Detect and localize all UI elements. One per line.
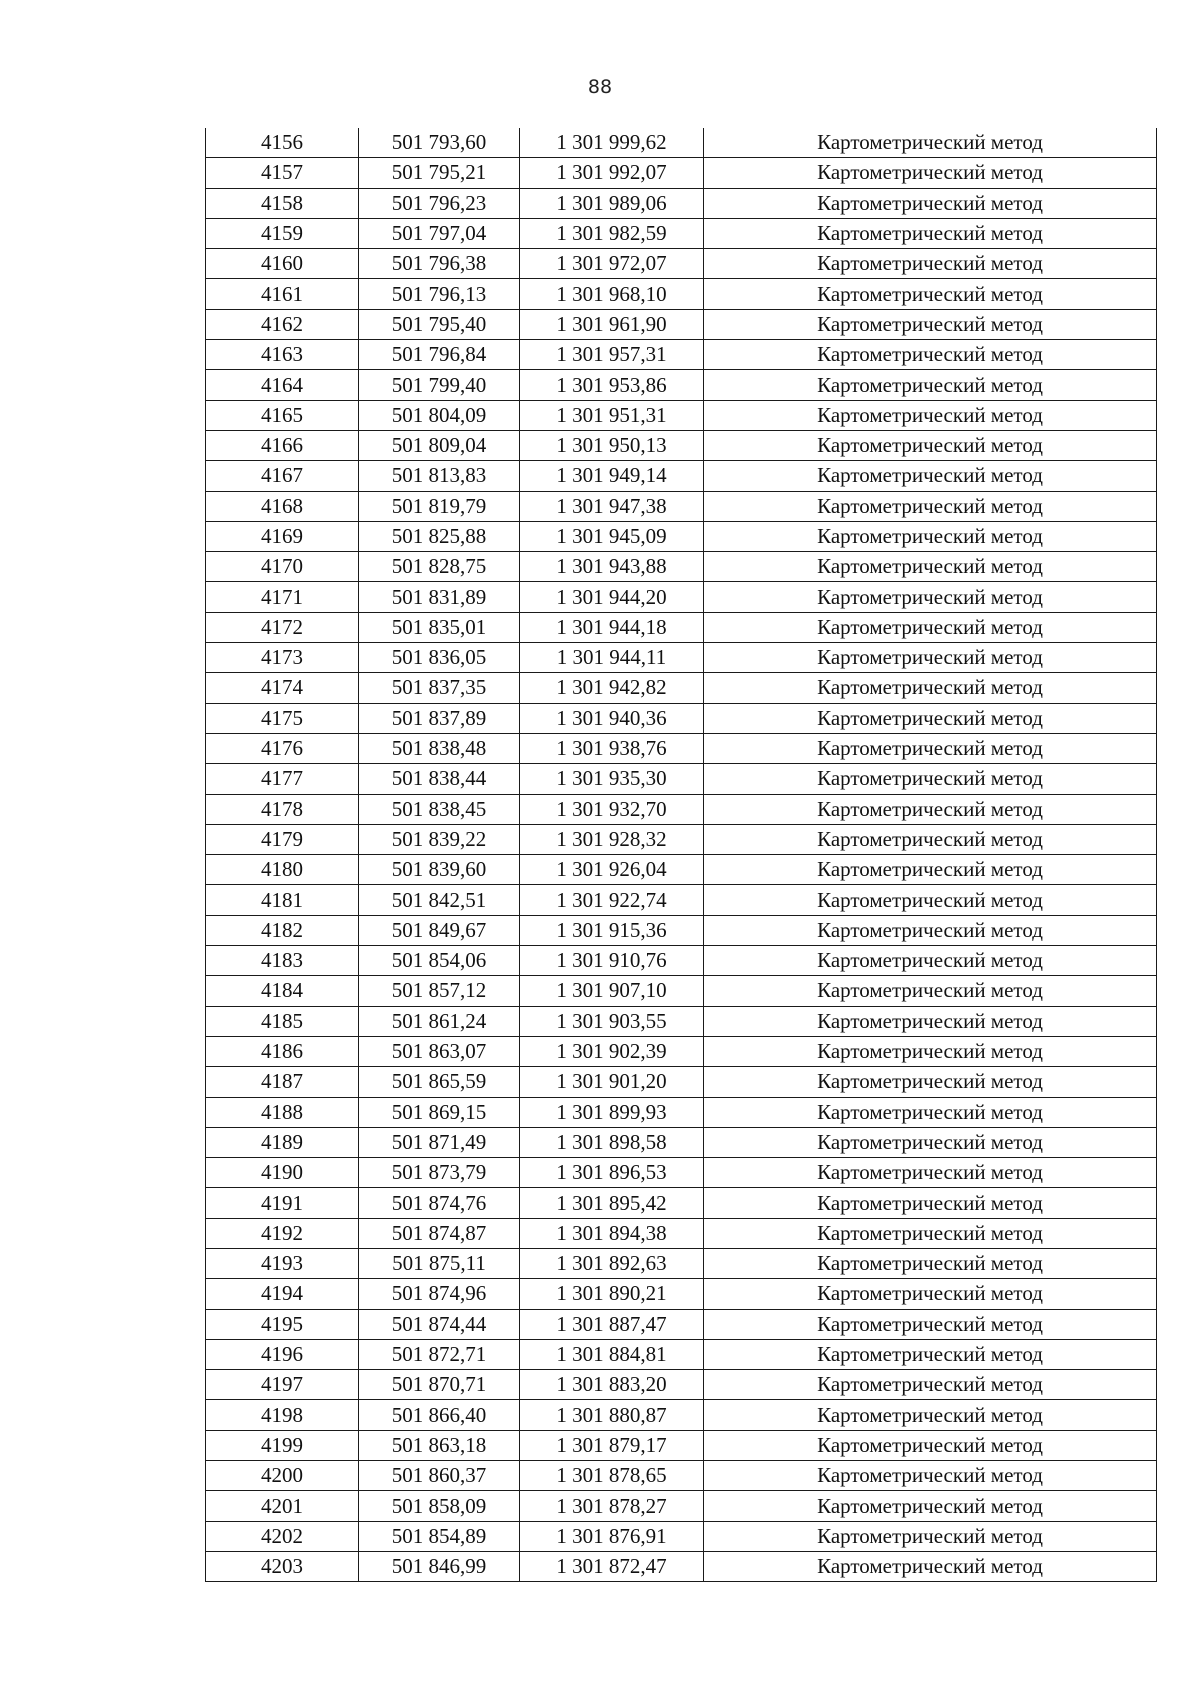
x-coordinate-cell: 501 869,15 [359,1097,520,1127]
x-coordinate-cell: 501 866,40 [359,1400,520,1430]
point-number-cell: 4195 [206,1309,359,1339]
method-cell: Картометрический метод [704,370,1157,400]
table-row [206,461,1157,491]
x-coordinate-cell: 501 870,71 [359,1370,520,1400]
method-cell: Картометрический метод [704,249,1157,279]
method-cell: Картометрический метод [704,915,1157,945]
method-cell: Картометрический метод [704,1127,1157,1157]
method-cell: Картометрический метод [704,1279,1157,1309]
x-coordinate-cell: 501 797,04 [359,218,520,248]
y-coordinate-cell: 1 301 878,27 [520,1491,704,1521]
table-row [206,1400,1157,1430]
method-cell: Картометрический метод [704,128,1157,158]
point-number-cell: 4164 [206,370,359,400]
table-row [206,1158,1157,1188]
method-cell: Картометрический метод [704,279,1157,309]
y-coordinate-cell: 1 301 961,90 [520,309,704,339]
table-row [206,915,1157,945]
point-number-cell: 4166 [206,430,359,460]
y-coordinate-cell: 1 301 922,74 [520,885,704,915]
table-row [206,1036,1157,1066]
y-coordinate-cell: 1 301 928,32 [520,824,704,854]
point-number-cell: 4160 [206,249,359,279]
point-number-cell: 4184 [206,976,359,1006]
method-cell: Картометрический метод [704,1339,1157,1369]
method-cell: Картометрический метод [704,552,1157,582]
x-coordinate-cell: 501 857,12 [359,976,520,1006]
point-number-cell: 4187 [206,1067,359,1097]
point-number-cell: 4188 [206,1097,359,1127]
table-row [206,370,1157,400]
point-number-cell: 4180 [206,855,359,885]
y-coordinate-cell: 1 301 944,18 [520,612,704,642]
x-coordinate-cell: 501 865,59 [359,1067,520,1097]
y-coordinate-cell: 1 301 896,53 [520,1158,704,1188]
x-coordinate-cell: 501 846,99 [359,1551,520,1581]
point-number-cell: 4174 [206,673,359,703]
y-coordinate-cell: 1 301 907,10 [520,976,704,1006]
table-row [206,552,1157,582]
table-row [206,1067,1157,1097]
point-number-cell: 4197 [206,1370,359,1400]
y-coordinate-cell: 1 301 943,88 [520,552,704,582]
point-number-cell: 4169 [206,521,359,551]
x-coordinate-cell: 501 838,44 [359,764,520,794]
method-cell: Картометрический метод [704,1461,1157,1491]
x-coordinate-cell: 501 838,45 [359,794,520,824]
y-coordinate-cell: 1 301 899,93 [520,1097,704,1127]
method-cell: Картометрический метод [704,885,1157,915]
table-row [206,491,1157,521]
y-coordinate-cell: 1 301 999,62 [520,128,704,158]
table-row [206,1309,1157,1339]
point-number-cell: 4167 [206,461,359,491]
y-coordinate-cell: 1 301 903,55 [520,1006,704,1036]
point-number-cell: 4200 [206,1461,359,1491]
point-number-cell: 4185 [206,1006,359,1036]
table-row [206,1279,1157,1309]
x-coordinate-cell: 501 874,44 [359,1309,520,1339]
table-row [206,1097,1157,1127]
x-coordinate-cell: 501 819,79 [359,491,520,521]
table-row [206,521,1157,551]
table-row [206,794,1157,824]
point-number-cell: 4172 [206,612,359,642]
y-coordinate-cell: 1 301 968,10 [520,279,704,309]
method-cell: Картометрический метод [704,824,1157,854]
point-number-cell: 4162 [206,309,359,339]
x-coordinate-cell: 501 872,71 [359,1339,520,1369]
x-coordinate-cell: 501 828,75 [359,552,520,582]
table-row [206,400,1157,430]
method-cell: Картометрический метод [704,218,1157,248]
y-coordinate-cell: 1 301 942,82 [520,673,704,703]
x-coordinate-cell: 501 825,88 [359,521,520,551]
y-coordinate-cell: 1 301 880,87 [520,1400,704,1430]
point-number-cell: 4176 [206,733,359,763]
point-number-cell: 4194 [206,1279,359,1309]
y-coordinate-cell: 1 301 910,76 [520,946,704,976]
method-cell: Картометрический метод [704,1006,1157,1036]
y-coordinate-cell: 1 301 879,17 [520,1430,704,1460]
point-number-cell: 4198 [206,1400,359,1430]
method-cell: Картометрический метод [704,946,1157,976]
method-cell: Картометрический метод [704,400,1157,430]
x-coordinate-cell: 501 839,60 [359,855,520,885]
method-cell: Картометрический метод [704,491,1157,521]
table-row [206,218,1157,248]
table-row [206,703,1157,733]
method-cell: Картометрический метод [704,461,1157,491]
x-coordinate-cell: 501 854,06 [359,946,520,976]
page-number: 88 [587,76,613,98]
y-coordinate-cell: 1 301 883,20 [520,1370,704,1400]
x-coordinate-cell: 501 837,89 [359,703,520,733]
method-cell: Картометрический метод [704,1158,1157,1188]
y-coordinate-cell: 1 301 950,13 [520,430,704,460]
x-coordinate-cell: 501 796,38 [359,249,520,279]
x-coordinate-cell: 501 871,49 [359,1127,520,1157]
method-cell: Картометрический метод [704,1370,1157,1400]
y-coordinate-cell: 1 301 982,59 [520,218,704,248]
table-row [206,1127,1157,1157]
method-cell: Картометрический метод [704,1188,1157,1218]
method-cell: Картометрический метод [704,1400,1157,1430]
table-row [206,340,1157,370]
table-row [206,1339,1157,1369]
y-coordinate-cell: 1 301 944,20 [520,582,704,612]
table-row [206,1218,1157,1248]
point-number-cell: 4175 [206,703,359,733]
method-cell: Картометрический метод [704,703,1157,733]
y-coordinate-cell: 1 301 932,70 [520,794,704,824]
method-cell: Картометрический метод [704,643,1157,673]
method-cell: Картометрический метод [704,309,1157,339]
y-coordinate-cell: 1 301 878,65 [520,1461,704,1491]
table-row [206,188,1157,218]
table-row [206,976,1157,1006]
point-number-cell: 4158 [206,188,359,218]
x-coordinate-cell: 501 793,60 [359,128,520,158]
y-coordinate-cell: 1 301 901,20 [520,1067,704,1097]
x-coordinate-cell: 501 795,21 [359,158,520,188]
table-row [206,309,1157,339]
y-coordinate-cell: 1 301 957,31 [520,340,704,370]
method-cell: Картометрический метод [704,1248,1157,1278]
y-coordinate-cell: 1 301 951,31 [520,400,704,430]
table-row [206,855,1157,885]
point-number-cell: 4163 [206,340,359,370]
point-number-cell: 4178 [206,794,359,824]
y-coordinate-cell: 1 301 953,86 [520,370,704,400]
method-cell: Картометрический метод [704,1430,1157,1460]
method-cell: Картометрический метод [704,794,1157,824]
x-coordinate-cell: 501 874,96 [359,1279,520,1309]
method-cell: Картометрический метод [704,521,1157,551]
method-cell: Картометрический метод [704,1309,1157,1339]
y-coordinate-cell: 1 301 894,38 [520,1218,704,1248]
point-number-cell: 4201 [206,1491,359,1521]
x-coordinate-cell: 501 836,05 [359,643,520,673]
y-coordinate-cell: 1 301 949,14 [520,461,704,491]
x-coordinate-cell: 501 835,01 [359,612,520,642]
method-cell: Картометрический метод [704,1521,1157,1551]
point-number-cell: 4196 [206,1339,359,1369]
table-row [206,1491,1157,1521]
y-coordinate-cell: 1 301 887,47 [520,1309,704,1339]
method-cell: Картометрический метод [704,1097,1157,1127]
x-coordinate-cell: 501 874,76 [359,1188,520,1218]
point-number-cell: 4173 [206,643,359,673]
x-coordinate-cell: 501 842,51 [359,885,520,915]
y-coordinate-cell: 1 301 872,47 [520,1551,704,1581]
y-coordinate-cell: 1 301 989,06 [520,188,704,218]
x-coordinate-cell: 501 796,13 [359,279,520,309]
y-coordinate-cell: 1 301 940,36 [520,703,704,733]
y-coordinate-cell: 1 301 898,58 [520,1127,704,1157]
y-coordinate-cell: 1 301 938,76 [520,733,704,763]
coordinates-table [205,128,1157,1582]
table-row [206,582,1157,612]
x-coordinate-cell: 501 858,09 [359,1491,520,1521]
y-coordinate-cell: 1 301 902,39 [520,1036,704,1066]
table-row [206,1551,1157,1581]
y-coordinate-cell: 1 301 876,91 [520,1521,704,1551]
y-coordinate-cell: 1 301 944,11 [520,643,704,673]
method-cell: Картометрический метод [704,855,1157,885]
method-cell: Картометрический метод [704,733,1157,763]
table-row [206,1461,1157,1491]
method-cell: Картометрический метод [704,1551,1157,1581]
x-coordinate-cell: 501 874,87 [359,1218,520,1248]
x-coordinate-cell: 501 795,40 [359,309,520,339]
x-coordinate-cell: 501 875,11 [359,1248,520,1278]
point-number-cell: 4192 [206,1218,359,1248]
x-coordinate-cell: 501 838,48 [359,733,520,763]
point-number-cell: 4199 [206,1430,359,1460]
x-coordinate-cell: 501 804,09 [359,400,520,430]
table-row [206,885,1157,915]
table-row [206,1370,1157,1400]
point-number-cell: 4165 [206,400,359,430]
y-coordinate-cell: 1 301 992,07 [520,158,704,188]
point-number-cell: 4190 [206,1158,359,1188]
method-cell: Картометрический метод [704,673,1157,703]
point-number-cell: 4181 [206,885,359,915]
point-number-cell: 4179 [206,824,359,854]
y-coordinate-cell: 1 301 895,42 [520,1188,704,1218]
table-row [206,1521,1157,1551]
x-coordinate-cell: 501 813,83 [359,461,520,491]
table-row [206,946,1157,976]
table-row [206,158,1157,188]
table-row [206,824,1157,854]
method-cell: Картометрический метод [704,1491,1157,1521]
y-coordinate-cell: 1 301 915,36 [520,915,704,945]
table-row [206,1248,1157,1278]
y-coordinate-cell: 1 301 884,81 [520,1339,704,1369]
x-coordinate-cell: 501 831,89 [359,582,520,612]
x-coordinate-cell: 501 796,84 [359,340,520,370]
method-cell: Картометрический метод [704,1036,1157,1066]
point-number-cell: 4168 [206,491,359,521]
point-number-cell: 4202 [206,1521,359,1551]
method-cell: Картометрический метод [704,976,1157,1006]
x-coordinate-cell: 501 809,04 [359,430,520,460]
x-coordinate-cell: 501 873,79 [359,1158,520,1188]
point-number-cell: 4183 [206,946,359,976]
method-cell: Картометрический метод [704,1218,1157,1248]
method-cell: Картометрический метод [704,764,1157,794]
x-coordinate-cell: 501 849,67 [359,915,520,945]
table-row [206,249,1157,279]
y-coordinate-cell: 1 301 890,21 [520,1279,704,1309]
table-row [206,1188,1157,1218]
y-coordinate-cell: 1 301 972,07 [520,249,704,279]
x-coordinate-cell: 501 863,18 [359,1430,520,1460]
point-number-cell: 4159 [206,218,359,248]
table-row [206,430,1157,460]
x-coordinate-cell: 501 796,23 [359,188,520,218]
table-row [206,673,1157,703]
x-coordinate-cell: 501 863,07 [359,1036,520,1066]
method-cell: Картометрический метод [704,612,1157,642]
table-row [206,733,1157,763]
x-coordinate-cell: 501 799,40 [359,370,520,400]
table-row [206,128,1157,158]
point-number-cell: 4157 [206,158,359,188]
y-coordinate-cell: 1 301 945,09 [520,521,704,551]
table-row [206,279,1157,309]
point-number-cell: 4171 [206,582,359,612]
coordinates-table-body [206,128,1157,1582]
point-number-cell: 4170 [206,552,359,582]
y-coordinate-cell: 1 301 892,63 [520,1248,704,1278]
table-row [206,764,1157,794]
point-number-cell: 4189 [206,1127,359,1157]
method-cell: Картометрический метод [704,158,1157,188]
y-coordinate-cell: 1 301 947,38 [520,491,704,521]
x-coordinate-cell: 501 837,35 [359,673,520,703]
point-number-cell: 4182 [206,915,359,945]
method-cell: Картометрический метод [704,430,1157,460]
point-number-cell: 4191 [206,1188,359,1218]
point-number-cell: 4186 [206,1036,359,1066]
point-number-cell: 4193 [206,1248,359,1278]
table-row [206,612,1157,642]
method-cell: Картометрический метод [704,582,1157,612]
x-coordinate-cell: 501 839,22 [359,824,520,854]
point-number-cell: 4203 [206,1551,359,1581]
table-row [206,643,1157,673]
y-coordinate-cell: 1 301 935,30 [520,764,704,794]
table-row [206,1430,1157,1460]
table-row [206,1006,1157,1036]
y-coordinate-cell: 1 301 926,04 [520,855,704,885]
method-cell: Картометрический метод [704,340,1157,370]
point-number-cell: 4161 [206,279,359,309]
method-cell: Картометрический метод [704,188,1157,218]
point-number-cell: 4177 [206,764,359,794]
x-coordinate-cell: 501 860,37 [359,1461,520,1491]
x-coordinate-cell: 501 861,24 [359,1006,520,1036]
x-coordinate-cell: 501 854,89 [359,1521,520,1551]
method-cell: Картометрический метод [704,1067,1157,1097]
point-number-cell: 4156 [206,128,359,158]
